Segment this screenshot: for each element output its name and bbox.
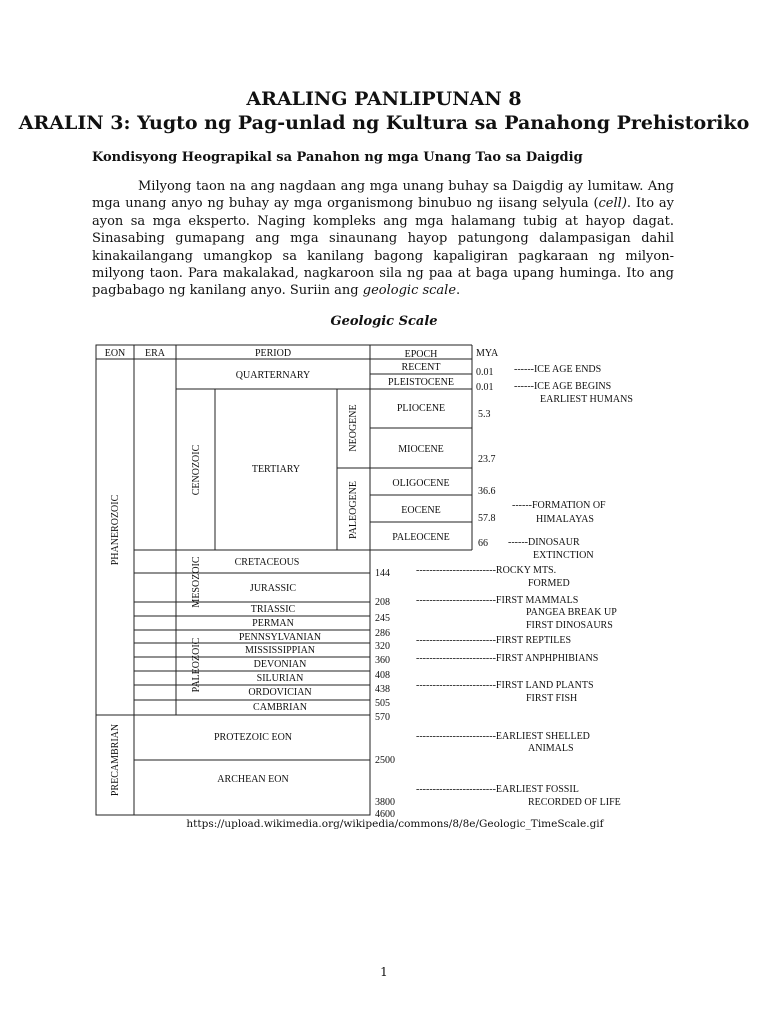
event-himalayas-1: ------FORMATION OF (512, 500, 606, 511)
epoch-eocene: EOCENE (401, 505, 441, 516)
subperiod-neogene: NEOGENE (348, 404, 359, 452)
mya-ordovician: 505 (375, 698, 390, 709)
table-grid (96, 345, 472, 815)
event-dinosaur-extinction-2: EXTINCTION (533, 550, 594, 561)
header-era: ERA (145, 348, 165, 359)
event-pangea: PANGEA BREAK UP (526, 607, 617, 618)
document-title: ARALING PANLIPUNAN 8 (246, 88, 522, 110)
event-first-land-plants: ------------------------FIRST LAND PLANTS (416, 680, 594, 691)
mya-jurassic: 208 (375, 597, 390, 608)
era-paleozoic: PALEOZOIC (191, 637, 202, 693)
event-rocky-mts-2: FORMED (528, 578, 570, 589)
mya-perman: 286 (375, 628, 390, 639)
event-ice-age-begins: ------ICE AGE BEGINS (514, 381, 612, 392)
event-earliest-fossil-1: ------------------------EARLIEST FOSSIL (416, 784, 579, 795)
mya-protezoic: 2500 (375, 755, 395, 766)
eon-precambrian: PRECAMBRIAN (110, 723, 121, 797)
event-first-reptiles: ------------------------FIRST REPTILES (416, 635, 572, 646)
lesson-title: ARALIN 3: Yugto ng Pag-unlad ng Kultura sa Panahong Prehistoriko (18, 112, 750, 134)
mya-miocene: 23.7 (478, 454, 496, 465)
mya-devonian: 408 (375, 670, 390, 681)
event-ice-age-ends: ------ICE AGE ENDS (514, 364, 602, 375)
event-himalayas-2: HIMALAYAS (536, 514, 594, 525)
period-ordovician: ORDOVICIAN (248, 687, 312, 698)
epoch-pleistocene: PLEISTOCENE (388, 377, 454, 388)
mya-base: 4600 (375, 809, 395, 820)
period-mississippian: MISSISSIPPIAN (244, 645, 316, 656)
figure-title: Geologic Scale (330, 314, 438, 329)
period-silurian: SILURIAN (256, 673, 304, 684)
mya-cretaceous: 144 (375, 568, 390, 579)
period-cretaceous: CRETACEOUS (234, 557, 300, 568)
mya-cambrian: 570 (375, 712, 390, 723)
period-triassic: TRIASSIC (250, 604, 296, 615)
header-epoch: EPOCH (404, 349, 438, 360)
epoch-pliocene: PLIOCENE (396, 403, 446, 414)
figure-source-url: https://upload.wikimedia.org/wikipedia/commons/8/8e/Geologic_TimeScale.gif (186, 818, 604, 830)
period-quarternary: QUARTERNARY (235, 370, 311, 381)
period-archean: ARCHEAN EON (217, 774, 289, 785)
event-earliest-shelled-1: ------------------------EARLIEST SHELLED (416, 731, 590, 742)
eon-phanerozoic: PHANEROZOIC (110, 494, 121, 566)
epoch-oligocene: OLIGOCENE (392, 478, 450, 489)
event-first-dinosaurs: FIRST DINOSAURS (526, 620, 613, 631)
event-earliest-humans: EARLIEST HUMANS (540, 394, 633, 405)
event-earliest-shelled-2: ANIMALS (528, 743, 574, 754)
epoch-miocene: MIOCENE (398, 444, 444, 455)
mya-pennsylvanian: 320 (375, 641, 390, 652)
mya-paleocene: 66 (478, 538, 488, 549)
epoch-paleocene: PALEOCENE (392, 532, 450, 543)
period-cambrian: CAMBRIAN (253, 702, 307, 713)
period-protezoic: PROTEZOIC EON (213, 732, 293, 743)
mya-archean: 3800 (375, 797, 395, 808)
mya-triassic: 245 (375, 613, 390, 624)
mya-mississippian: 360 (375, 655, 390, 666)
subperiod-paleogene: PALEOGENE (348, 481, 359, 539)
event-first-amphibians: ------------------------FIRST ANPHPHIBIANS (416, 653, 599, 664)
period-pennsylvanian: PENNSYLVANIAN (238, 632, 322, 643)
period-devonian: DEVONIAN (253, 659, 307, 670)
events-column (416, 364, 633, 808)
era-cenozoic: CENOZOIC (191, 444, 202, 496)
period-tertiary: TERTIARY (251, 464, 301, 475)
header-period: PERIOD (254, 348, 292, 359)
event-first-mammals: ------------------------FIRST MAMMALS (416, 595, 579, 606)
header-eon: EON (104, 348, 126, 359)
mya-recent: 0.01 (476, 367, 494, 378)
mya-oligocene: 36.6 (478, 486, 496, 497)
page-number: 1 (380, 965, 388, 979)
header-mya: MYA (476, 348, 499, 359)
epoch-recent: RECENT (401, 362, 441, 373)
event-earliest-fossil-2: RECORDED OF LIFE (528, 797, 621, 808)
period-jurassic: JURASSIC (249, 583, 297, 594)
section-heading: Kondisyong Heograpikal sa Panahon ng mga Unang Tao sa Daigdig (92, 150, 583, 165)
event-dinosaur-extinction-1: ------DINOSAUR (508, 537, 580, 548)
event-rocky-mts-1: ------------------------ROCKY MTS. (416, 565, 557, 576)
event-first-fish: FIRST FISH (526, 693, 578, 704)
intro-paragraph: Milyong taon na ang nagdaan ang mga unang buhay sa Daigdig ay lumitaw. Ang mga unang anyo ng buhay ay mga organismong binubuo ng iisang selyula (cell). Ito ay ayon sa mga eksperto. Naging kompleks ang mga halamang tubig at hayop dagat. Sinasabing gumapang ang mga sinaunang hayop patungong dalampasigan dahil kinakailangang umangkop sa kanilang bagong kapaligiran pagkaraan ng milyon-milyong taon. Para makalakad, nagkaroon sila ng paa at baga upang huminga. Ito ang pagbabago ng kanilang anyo. Suriin ang geologic scale. (92, 179, 674, 299)
mya-column (375, 348, 499, 820)
mya-pliocene: 5.3 (478, 409, 491, 420)
mya-silurian: 438 (375, 684, 390, 695)
period-perman: PERMAN (252, 618, 294, 629)
mya-eocene: 57.8 (478, 513, 496, 524)
mya-pleistocene: 0.01 (476, 382, 494, 393)
era-mesozoic: MESOZOIC (191, 556, 202, 608)
